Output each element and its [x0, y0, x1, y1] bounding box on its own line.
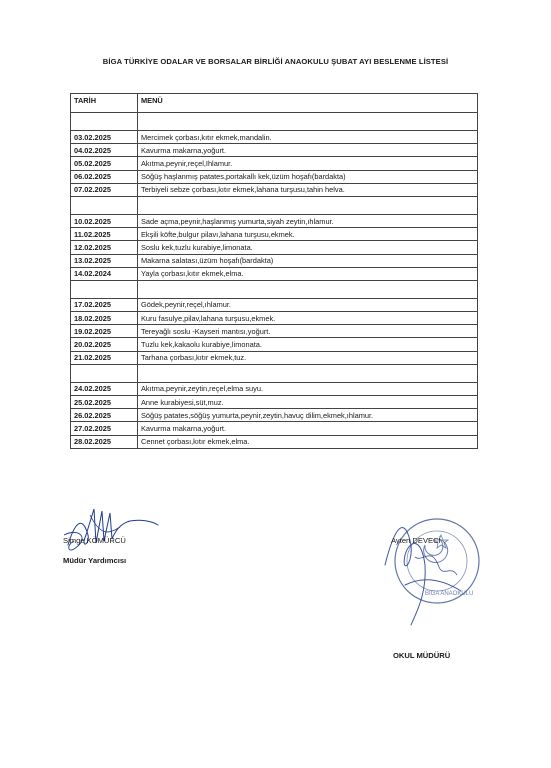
menu-cell: Tuzlu kek,kakaolu kurabiye,limonata. [138, 338, 478, 351]
empty-cell [138, 196, 478, 214]
date-column-header: TARİH [71, 94, 138, 113]
week-separator-row [71, 280, 478, 298]
table-row [71, 435, 478, 448]
date-cell: 25.02.2025 [71, 396, 138, 409]
date-cell: 18.02.2025 [71, 312, 138, 325]
table-row [71, 241, 478, 254]
table-row [71, 298, 478, 311]
table-row [71, 131, 478, 144]
empty-cell [138, 364, 478, 382]
menu-cell: Söğüş patates,söğüş yumurta,peynir,zeytin,havuç dilim,ekmek,ıhlamur. [138, 409, 478, 422]
date-cell: 03.02.2025 [71, 131, 138, 144]
table-row [71, 228, 478, 241]
menu-cell: Söğüş haşlanmış patates,portakallı kek,üzüm hoşafı(bardakta) [138, 170, 478, 183]
empty-cell [71, 364, 138, 382]
meal-table [70, 93, 478, 449]
empty-cell [71, 113, 138, 131]
empty-cell [138, 113, 478, 131]
menu-cell: Anne kurabiyesi,süt,muz. [138, 396, 478, 409]
date-cell: 06.02.2025 [71, 170, 138, 183]
menu-cell: Ekşili köfte,bulgur pilavı,lahana turşusu,ekmek. [138, 228, 478, 241]
menu-cell: Yayla çorbası,kıtır ekmek,elma. [138, 267, 478, 280]
menu-cell: Kuru fasulye,pilav,lahana turşusu,ekmek. [138, 312, 478, 325]
table-row [71, 409, 478, 422]
date-cell: 21.02.2025 [71, 351, 138, 364]
date-cell: 17.02.2025 [71, 298, 138, 311]
deputy-role: Müdür Yardımcısı [63, 556, 127, 565]
date-cell: 24.02.2025 [71, 382, 138, 395]
principal-name: Ayten DEVECİ [391, 536, 441, 545]
table-row [71, 183, 478, 196]
table-row [71, 312, 478, 325]
stamp-text: BİGA ANAOKULU [425, 591, 474, 597]
menu-cell: Soslu kek,tuzlu kurabiye,limonata. [138, 241, 478, 254]
table-row [71, 396, 478, 409]
date-cell: 20.02.2025 [71, 338, 138, 351]
document-title: BİGA TÜRKİYE ODALAR VE BORSALAR BİRLİĞİ ANAOKULU ŞUBAT AYI BESLENME LİSTESİ [102, 57, 449, 66]
menu-cell: Kavurma makarna,yoğurt. [138, 144, 478, 157]
menu-cell: Kavurma makarna,yoğurt. [138, 422, 478, 435]
table-row [71, 382, 478, 395]
table-row [71, 351, 478, 364]
week-separator-row [71, 364, 478, 382]
date-cell: 13.02.2025 [71, 254, 138, 267]
meal-table-body [71, 113, 478, 449]
menu-cell: Sade açma,peynir,haşlanmış yumurta,siyah zeytin,ıhlamur. [138, 214, 478, 227]
table-header-row [71, 94, 478, 113]
principal-role: OKUL MÜDÜRÜ [393, 651, 451, 660]
table-row [71, 214, 478, 227]
principal-signature-block [365, 505, 485, 660]
menu-cell: Akıtma,peynir,zeytin,reçel,elma suyu. [138, 382, 478, 395]
week-separator-row [71, 196, 478, 214]
table-row [71, 157, 478, 170]
table-row [71, 144, 478, 157]
deputy-signature-block [60, 505, 170, 585]
date-cell: 04.02.2025 [71, 144, 138, 157]
date-cell: 27.02.2025 [71, 422, 138, 435]
empty-cell [71, 196, 138, 214]
table-row [71, 170, 478, 183]
date-cell: 05.02.2025 [71, 157, 138, 170]
week-separator-row [71, 113, 478, 131]
table-row [71, 338, 478, 351]
empty-cell [138, 280, 478, 298]
date-cell: 19.02.2025 [71, 325, 138, 338]
date-cell: 28.02.2025 [71, 435, 138, 448]
date-cell: 14.02.2024 [71, 267, 138, 280]
date-cell: 11.02.2025 [71, 228, 138, 241]
menu-cell: Tarhana çorbası,kıtır ekmek,tuz. [138, 351, 478, 364]
date-cell: 26.02.2025 [71, 409, 138, 422]
table-row [71, 325, 478, 338]
menu-cell: Gödek,peynir,reçel,ıhlamur. [138, 298, 478, 311]
date-cell: 10.02.2025 [71, 214, 138, 227]
menu-cell: Terbiyeli sebze çorbası,kıtır ekmek,lahana turşusu,tahin helva. [138, 183, 478, 196]
date-cell: 12.02.2025 [71, 241, 138, 254]
date-cell: 07.02.2025 [71, 183, 138, 196]
menu-column-header: MENÜ [138, 94, 478, 113]
menu-cell: Makarna salatası,üzüm hoşafı(bardakta) [138, 254, 478, 267]
menu-cell: Cennet çorbası,kıtır ekmek,elma. [138, 435, 478, 448]
official-stamp [365, 505, 485, 645]
table-row [71, 254, 478, 267]
table-row [71, 422, 478, 435]
menu-cell: Tereyağlı soslu -Kayseri mantısı,yoğurt. [138, 325, 478, 338]
menu-cell: Mercimek çorbası,kıtır ekmek,mandalin. [138, 131, 478, 144]
menu-cell: Akıtma,peynir,reçel,Ihlamur. [138, 157, 478, 170]
deputy-name: Simge KÖMÜRCÜ [63, 536, 126, 545]
table-row [71, 267, 478, 280]
empty-cell [71, 280, 138, 298]
